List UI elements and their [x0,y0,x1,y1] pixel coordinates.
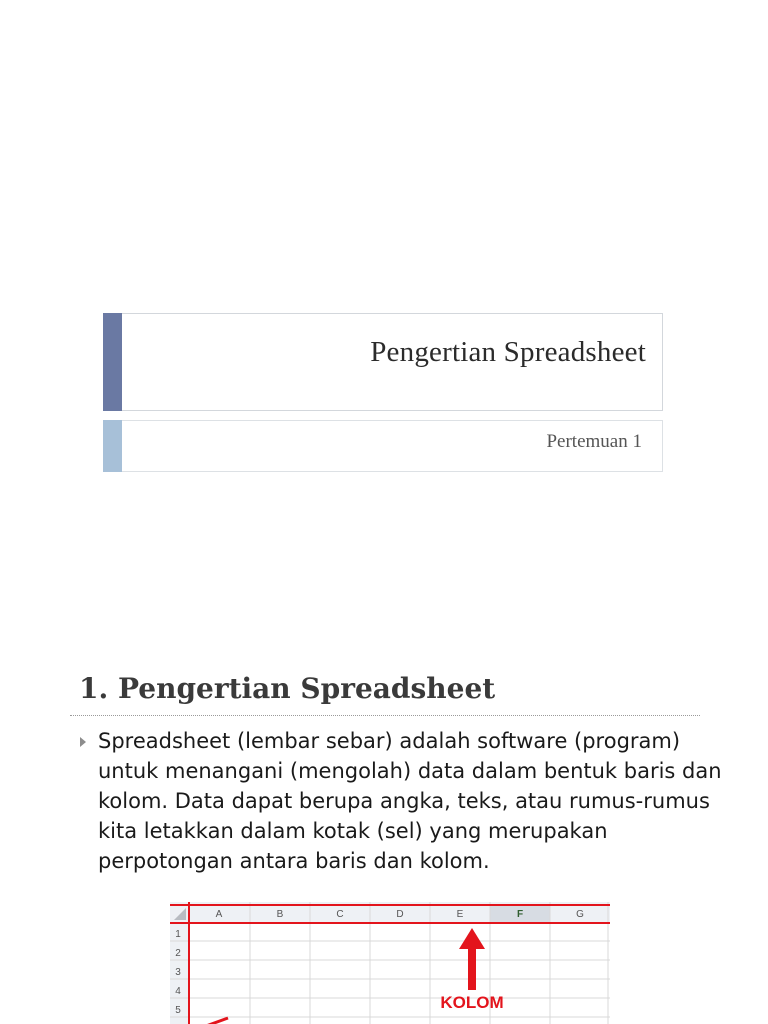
row-header-2: 2 [175,948,181,959]
slide-subtitle: Pertemuan 1 [546,431,642,452]
bullet-line: untuk menangani (mengolah) data dalam bentuk baris dan [98,759,722,783]
column-header-f: F [516,909,524,920]
bullet-line: perpotongan antara baris dan kolom. [98,849,490,873]
column-header-a: A [215,909,223,920]
spreadsheet-illustration [170,902,610,1024]
row-arrow-icon [206,1018,228,1024]
bullet-line: kolom. Data dapat berupa angka, teks, atau rumus-rumus [98,789,710,813]
content-heading: 1. Pengertian Spreadsheet [79,672,496,705]
triangle-bullet-icon [80,737,86,747]
spreadsheet-grid [170,902,610,1024]
subtitle-placeholder [103,420,663,472]
subtitle-accent-bar [103,420,122,472]
column-header-c: C [336,909,344,920]
bullet-line: Spreadsheet (lembar sebar) adalah software (program) [98,729,681,753]
red-up-arrow-icon [459,928,485,990]
row-header-3: 3 [175,967,181,978]
column-header-d: D [396,909,404,920]
row-header-4: 4 [175,986,181,997]
horizontal-gridlines [170,941,610,1017]
column-header-e: E [456,909,464,920]
slide-title: Pengertian Spreadsheet [370,336,646,368]
title-placeholder [103,313,663,411]
heading-divider [70,715,700,716]
row-header-5: 5 [175,1005,181,1016]
row-header-1: 1 [175,929,181,940]
kolom-label: KOLOM [440,993,504,1012]
column-header-g: G [576,909,584,920]
bullet-line: kita letakkan dalam kotak (sel) yang merupakan [98,819,608,843]
title-accent-bar [103,313,122,411]
column-header-b: B [276,909,284,920]
bullet-paragraph [98,726,722,876]
